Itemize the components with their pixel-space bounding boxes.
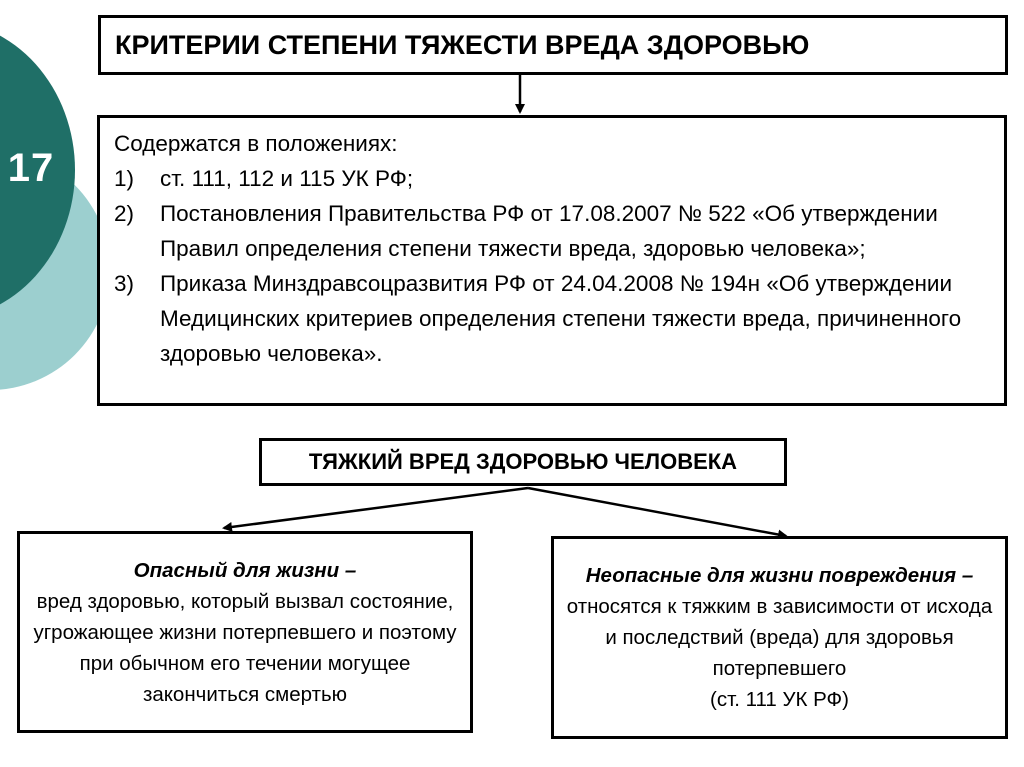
dangerous-heading <box>30 555 460 586</box>
non-dangerous-text: относятся к тяжким в зависимости от исхода и последствий (вреда) для здоровья потерпевшего <box>566 595 993 680</box>
source-item-text: Постановления Правительства РФ от 17.08.2007 № 522 «Об утверждении Правил определения степени тяжести вреда, здоровью человека»; <box>160 201 938 261</box>
sources-intro: Содержатся в положениях: <box>114 131 398 156</box>
arrow-to-nondangerous <box>528 488 786 536</box>
sources-box <box>97 115 1007 406</box>
dangerous-text: вред здоровью, который вызвал состояние, угрожающее жизни потерпевшего и поэтому при обычном его течении могущее закончиться смертью <box>33 589 457 706</box>
severe-harm-box <box>259 438 787 486</box>
source-item-number: 2) <box>114 201 135 226</box>
non-dangerous-heading <box>564 560 995 591</box>
dangerous-title: Опасный для жизни <box>133 558 340 582</box>
source-item-number: 3) <box>114 271 135 296</box>
non-dangerous-box <box>551 536 1008 739</box>
title-box <box>98 15 1008 75</box>
severe-harm-label: ТЯЖКИЙ ВРЕД ЗДОРОВЬЮ ЧЕЛОВЕКА <box>308 449 738 474</box>
non-dangerous-reference: (ст. 111 УК РФ) <box>710 688 849 711</box>
source-item-text: Приказа Минздравсоцразвития РФ от 24.04.2008 № 194н «Об утверждении Медицинских критериев определения степени тяжести вреда, причиненного здоровью человека». <box>160 271 962 366</box>
dangerous-box <box>17 531 473 733</box>
page-title: КРИТЕРИИ СТЕПЕНИ ТЯЖЕСТИ ВРЕДА ЗДОРОВЬЮ <box>115 29 810 60</box>
source-item-2 <box>114 196 988 266</box>
source-item-number: 1) <box>114 166 135 191</box>
dangerous-dash: – <box>339 558 357 582</box>
non-dangerous-dash: – <box>956 564 974 587</box>
slide-number: 17 <box>7 146 55 190</box>
non-dangerous-title: Неопасные для жизни повреждения <box>585 564 957 587</box>
source-item-text: ст. 111, 112 и 115 УК РФ; <box>160 166 414 191</box>
source-item-3 <box>114 266 988 371</box>
source-item-1 <box>114 161 988 196</box>
arrow-to-dangerous <box>224 488 528 528</box>
